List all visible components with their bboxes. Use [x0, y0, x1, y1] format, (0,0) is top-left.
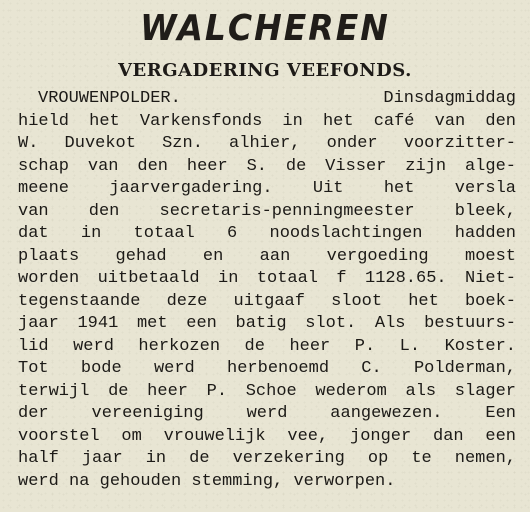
article-line: jaar 1941 met een batig slot. Als bestuurs-: [18, 314, 516, 333]
article-line: voorstel om vrouwelijk vee, jonger dan een: [18, 426, 516, 446]
subheadline: VERGADERING VEEFONDS.: [118, 60, 412, 81]
article-body: [18, 88, 516, 493]
article-line: Tot bode werd herbenoemd C. Polderman,: [18, 359, 516, 378]
article-line: werd na gehouden stemming, verworpen.: [18, 471, 396, 491]
article-line: lid werd herkozen de heer P. L. Koster.: [18, 336, 516, 356]
article-line: plaats gehad en aan vergoeding moest: [18, 246, 516, 266]
article-line: dat in totaal 6 noodslachtingen hadden: [18, 224, 516, 243]
article-line: der vereeniging werd aangewezen. Een: [18, 404, 516, 423]
article-line: half jaar in de verzekering op te nemen,: [18, 449, 516, 468]
article-line: W. Duvekot Szn. alhier, onder voorzitter-: [18, 134, 516, 153]
headline: WALCHEREN: [140, 6, 390, 49]
article-line: schap van den heer S. de Visser zijn alge-: [18, 156, 516, 176]
article-line: VROUWENPOLDER. Dinsdagmiddag: [38, 89, 516, 108]
article-line: van den secretaris-penningmeester bleek,: [18, 201, 516, 221]
article-line: tegenstaande deze uitgaaf sloot het boek-: [18, 291, 516, 311]
article-line: hield het Varkensfonds in het café van den: [18, 111, 516, 131]
article-line: worden uitbetaald in totaal f 1128.65. Niet-: [18, 269, 516, 288]
article-line: terwijl de heer P. Schoe wederom als slager: [18, 381, 516, 401]
article-line: meene jaarvergadering. Uit het versla: [18, 179, 516, 198]
